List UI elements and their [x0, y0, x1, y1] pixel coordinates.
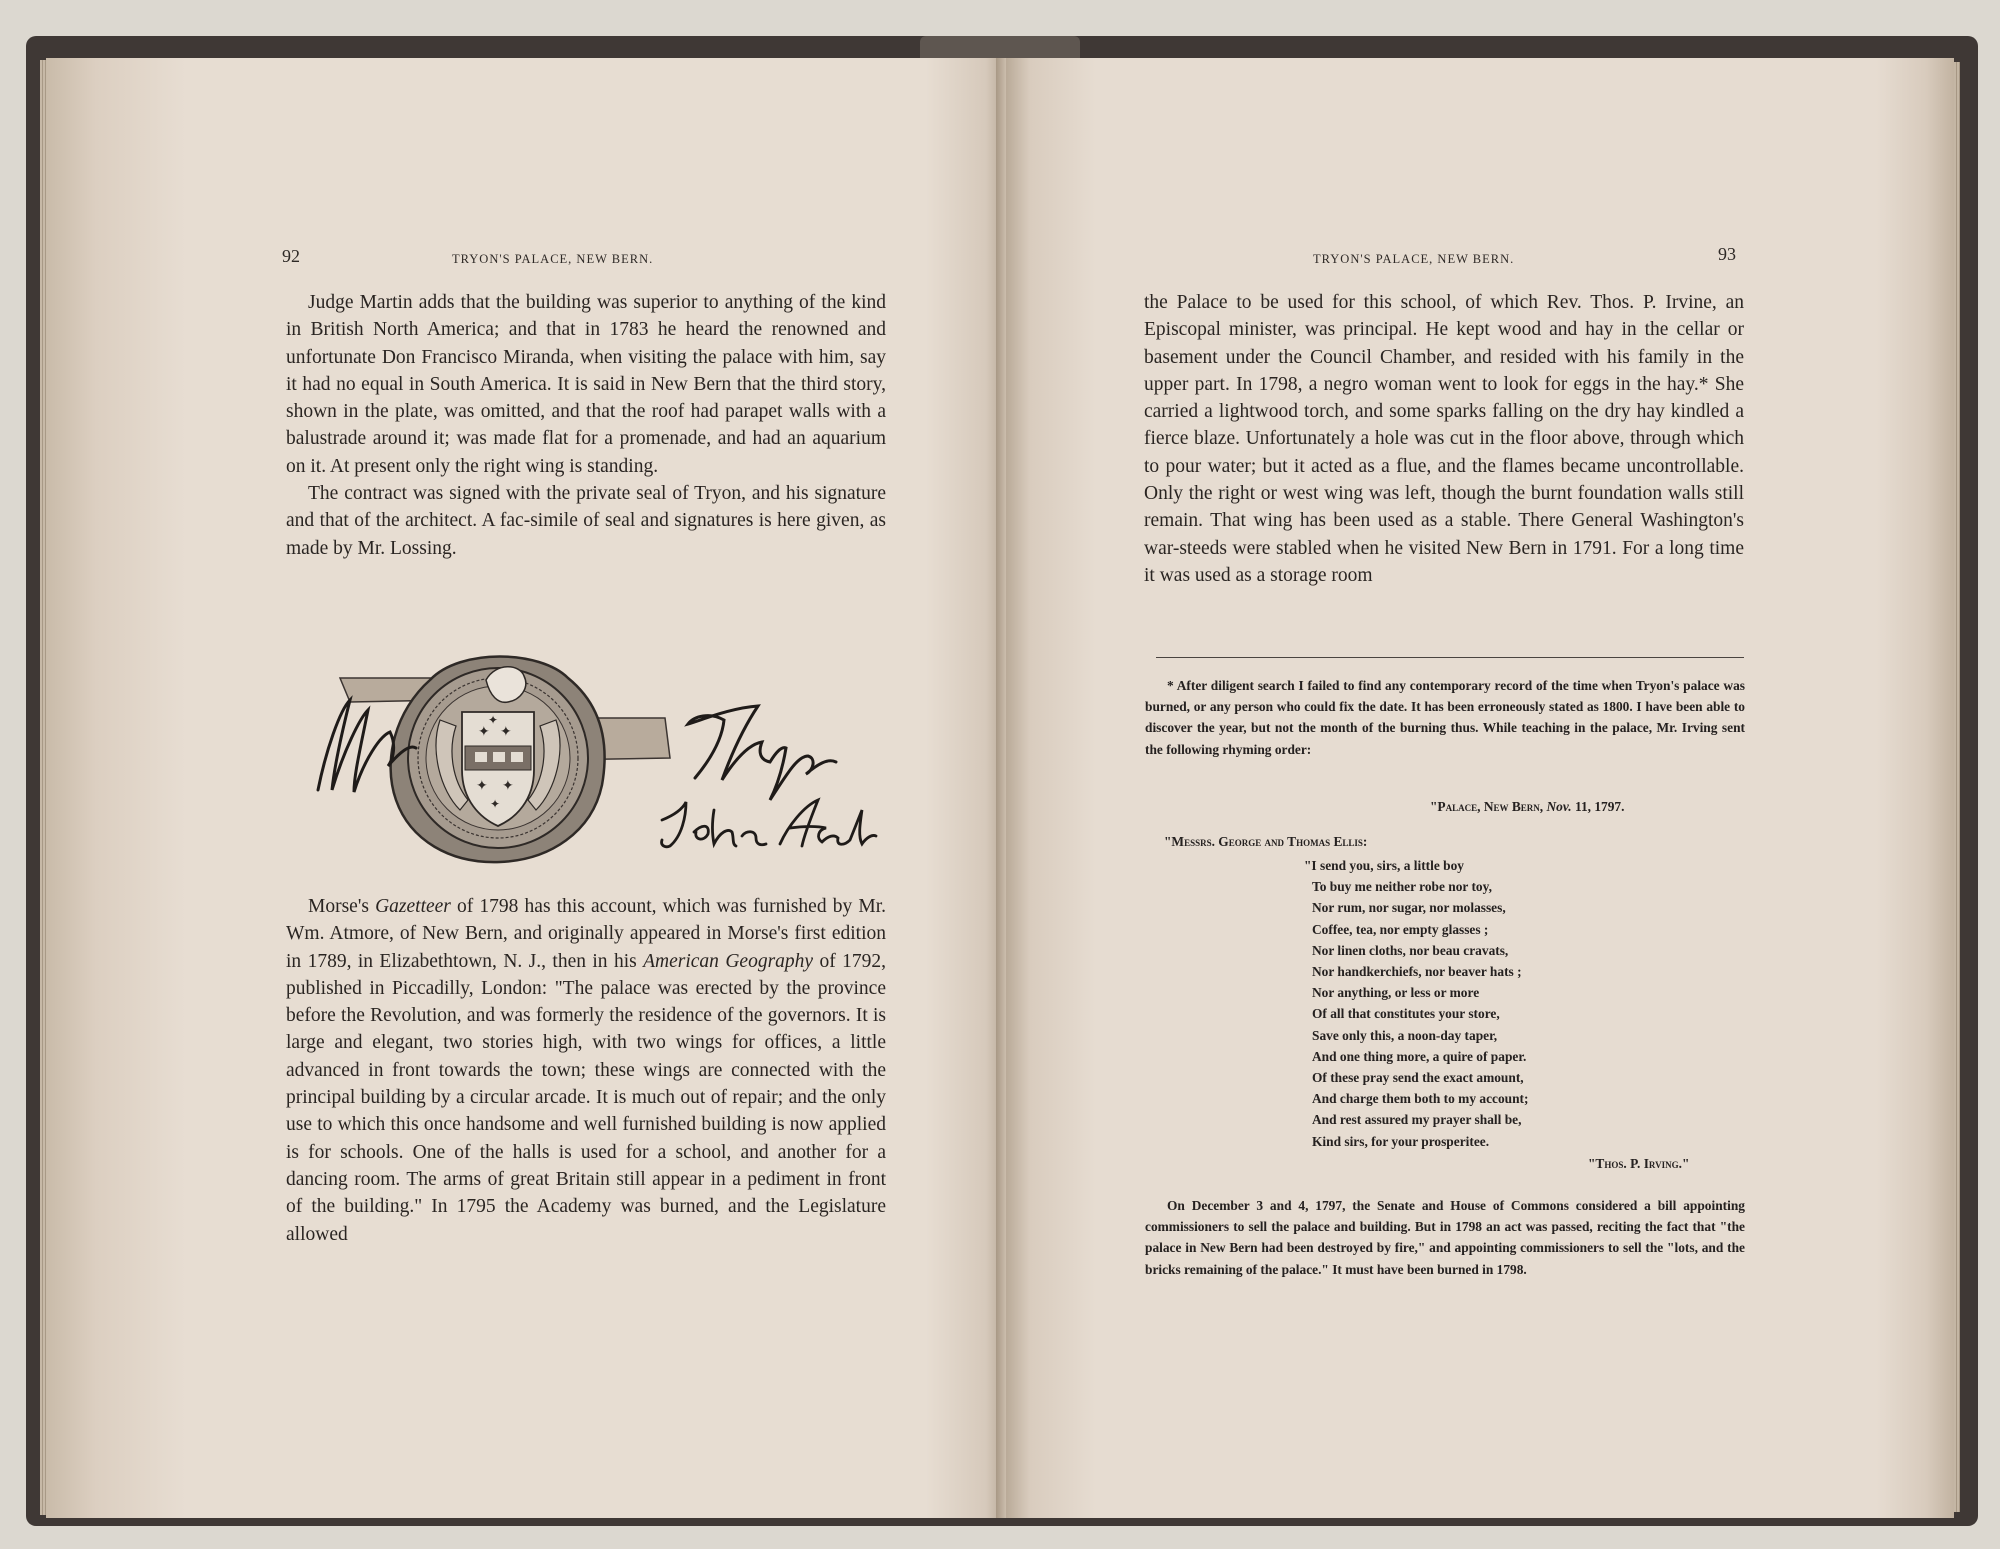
footnote-rule [1156, 657, 1744, 658]
right-paragraph-1: the Palace to be used for this school, of which Rev. Thos. P. Irvine, an Episcopal minister, was principal. He kept wood and hay in the cellar or basement under the Council Chamber, and resided with his family in the upper part. In 1798, a negro woman went to look for eggs in the hay.* She carried a lightwood torch, and some sparks falling on the dry hay kindled a fierce blaze. Unfortunately a hole was cut in the floor above, through which to pour water; but it acted as a flue, and the flames became uncontrollable. Only the right or west wing was left, though the burnt foundation walls still remain. That wing has been used as a stable. There General Washington's war-steeds were stabled when he visited New Bern in 1791. For a long time it was used as a storage room [1144, 292, 1744, 586]
poem-line: Coffee, tea, nor empty glasses ; [1312, 921, 1489, 937]
svg-text:✦: ✦ [488, 713, 499, 727]
svg-text:✦: ✦ [490, 797, 501, 811]
poem-line: Of all that constitutes your store, [1312, 1006, 1500, 1022]
poem-lines [1304, 855, 1529, 1152]
poem-salutation: "Messrs. George and Thomas Ellis: [1164, 834, 1368, 849]
poem-line: Of these pray send the exact amount, [1312, 1070, 1524, 1086]
poem-dateline: "Palace, New Bern, Nov. 11, 1797. [1430, 799, 1625, 814]
left-page-number: 92 [282, 246, 300, 266]
right-page [1006, 58, 1954, 1518]
poem-line: Nor linen cloths, nor beau cravats, [1312, 942, 1509, 958]
poem-line: "I send you, sirs, a little boy [1304, 858, 1464, 873]
poem-line: And rest assured my prayer shall be, [1312, 1112, 1522, 1128]
closing-paragraph: On December 3 and 4, 1797, the Senate and House of Commons considered a bill appointing commissioners to sell the palace and building. But in 1798 an act was passed, reciting the fact that "the palace in New Bern had been destroyed by fire," and appointing commissioners to sell the "lots, and the bricks remaining of the palace." It must have been burned in 1798. [1145, 1198, 1745, 1277]
poem-line: Nor rum, nor sugar, nor molasses, [1312, 900, 1506, 916]
poem-line: And charge them both to my account; [1312, 1091, 1529, 1107]
left-paragraph-3: Morse's Gazetteer of 1798 has this account, which was furnished by Mr. Wm. Atmore, of New Bern, and originally appeared in Morse's first edition in 1789, in Elizabethtown, N. J., then in his American Geography of 1792, published in Piccadilly, London: "The palace was erected by the province before the Revolution, and was formerly the residence of the governors. It is large and elegant, two stories high, with two wings for offices, a little advanced in front towards the town; these wings are connected with the principal building by a circular arcade. It is much out of repair; and the only use to which this once handsome and well furnished building is now applied is for schools. One of the halls is used for a school, and another for a dancing room. The arms of great Britain still appear in a pediment in front of the building." In 1795 the Academy was burned, and the Legislature allowed [286, 896, 886, 1245]
signature-hawks [780, 800, 876, 846]
svg-text:✦: ✦ [476, 779, 488, 794]
right-running-head: TRYON'S PALACE, NEW BERN. [1313, 252, 1515, 266]
right-page-number: 93 [1718, 244, 1736, 264]
footnote-block [1145, 675, 1745, 760]
svg-text:✦: ✦ [502, 779, 514, 794]
poem-line: Save only this, a noon-day taper, [1312, 1027, 1498, 1043]
svg-text:✦: ✦ [478, 725, 490, 740]
poem-line: To buy me neither robe nor toy, [1312, 879, 1492, 895]
poem-line: Kind sirs, for your prosperitee. [1312, 1133, 1490, 1149]
left-text-bottom [286, 893, 886, 1248]
left-text-top [286, 289, 886, 562]
left-running-head: TRYON'S PALACE, NEW BERN. [452, 252, 654, 266]
svg-text:✦: ✦ [500, 725, 512, 740]
left-paragraph-2: The contract was signed with the private seal of Tryon, and his signature and that of the architect. A fac-simile of seal and signatures is here given, as made by Mr. Lossing. [286, 483, 886, 559]
closing-block [1145, 1195, 1745, 1280]
poem-line: And one thing more, a quire of paper. [1312, 1048, 1527, 1064]
poem-signature: "Thos. P. Irving." [1588, 1156, 1690, 1171]
left-paragraph-1: Judge Martin adds that the building was superior to anything of the kind in British North America; and that in 1783 he heard the renowned and unfortunate Don Francisco Miranda, when visiting the palace with him, say it had no equal in South America. It is said in New Bern that the third story, shown in the plate, was omitted, and that the roof had parapet walls with a balustrade around it; was made flat for a promenade, and had an aquarium on it. At present only the right wing is standing. [286, 292, 886, 477]
signature-tryon [688, 706, 836, 800]
poem-line: Nor handkerchiefs, nor beaver hats ; [1312, 964, 1522, 980]
poem-line: Nor anything, or less or more [1312, 985, 1480, 1001]
signature-john [662, 802, 766, 847]
seal-signatures-figure [310, 640, 880, 870]
footnote-text: * After diligent search I failed to find any contemporary record of the time when Tryon's palace was burned, or any person who could fix the date. It has been erroneously stated as 1800. I have been able to discover the year, but not the month of the burning thus. While teaching in the palace, Mr. Irving sent the following rhyming order: [1145, 678, 1745, 757]
